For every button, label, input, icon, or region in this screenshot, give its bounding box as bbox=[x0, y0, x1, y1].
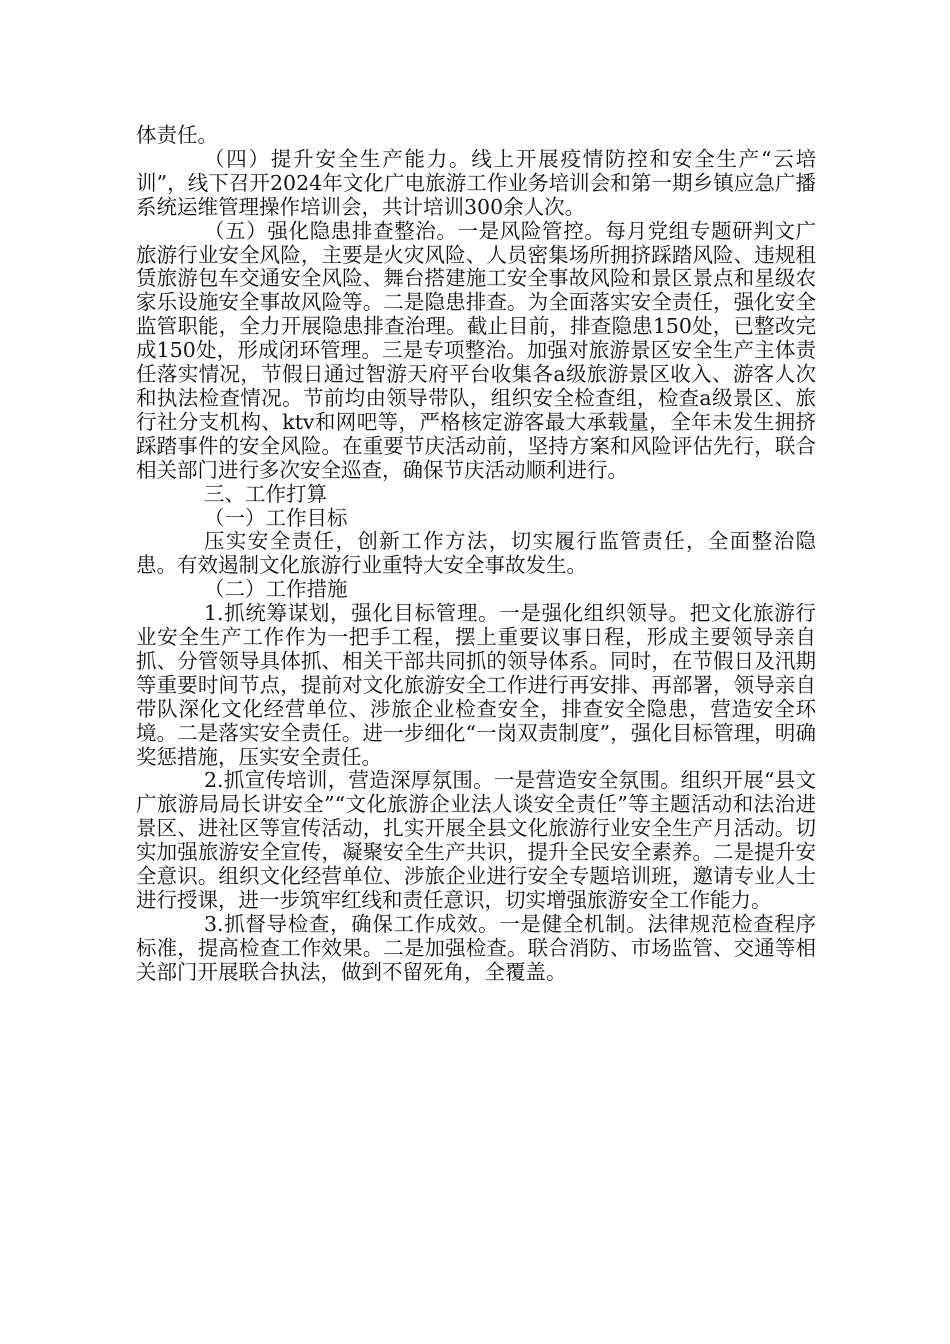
subheading-work-measures: （二）工作措施 bbox=[204, 577, 348, 602]
paragraph-measure-3: 3.抓督导检查，确保工作成效。一是健全机制。法律规范检查程序标准，提高检查工作效果。二是加强检查。联合消防、市场监管、交通等相关部门开展联合执法，做到不留死角，全覆盖。 bbox=[136, 911, 816, 984]
paragraph-measure-2: 2.抓宣传培训，营造深厚氛围。一是营造安全氛围。组织开展“县文广旅游局局长讲安全”“文化旅游企业法人谈安全责任”等主题活动和法治进景区、进社区等宣传活动，扎实开展全县文化旅游行业安全生产月活动。切实加强旅游安全宣传，凝聚安全生产共识，提升全民安全素养。二是提升安全意识。组织文化经营单位、涉旅企业进行安全专题培训班，邀请专业人士进行授课，进一步筑牢红线和责任意识，切实增强旅游安全工作能力。 bbox=[136, 768, 816, 912]
subheading-work-goal: （一）工作目标 bbox=[204, 505, 348, 530]
paragraph-measure-1: 1.抓统筹谋划，强化目标管理。一是强化组织领导。把文化旅游行业安全生产工作作为一把手工程，摆上重要议事日程，形成主要领导亲自抓、分管领导具体抓、相关干部共同抓的领导体系。同时，在节假日及汛期等重要时间节点，提前对文化旅游安全工作进行再安排、再部署，领导亲自带队深化文化经营单位、涉旅企业检查安全，排查安全隐患，营造安全环境。二是落实安全责任。进一步细化“一岗双责制度”，强化目标管理，明确奖惩措施，压实安全责任。 bbox=[136, 601, 816, 769]
paragraph-item-5: （五）强化隐患排查整治。一是风险管控。每月党组专题研判文广旅游行业安全风险，主要是火灾风险、人员密集场所拥挤踩踏风险、违规租赁旅游包车交通安全风险、舞台搭建施工安全事故风险和景区景点和星级农家乐设施安全事故风险等。二是隐患排查。为全面落实安全责任，强化安全监管职能，全力开展隐患排查治理。截止目前，排查隐患150处，已整改完成150处，形成闭环管理。三是专项整治。加强对旅游景区安全生产主体责任落实情况，节假日通过智游天府平台收集各a级旅游景区收入、游客人次和执法检查情况。节前均由领导带队，组织安全检查组，检查a级景区、旅行社分支机构、ktv和网吧等，严格核定游客最大承载量，全年未发生拥挤踩踏事件的安全风险。在重要节庆活动前，坚持方案和风险评估先行，联合相关部门进行多次安全巡查，确保节庆活动顺利进行。 bbox=[136, 218, 816, 482]
paragraph-continuation: 体责任。 bbox=[136, 123, 218, 147]
section-heading-work-plan: 三、工作打算 bbox=[204, 481, 327, 506]
document-page bbox=[136, 124, 816, 985]
paragraph-work-goal: 压实安全责任，创新工作方法，切实履行监管责任，全面整治隐患。有效遏制文化旅游行业重特大安全事故发生。 bbox=[136, 529, 816, 578]
paragraph-item-4: （四）提升安全生产能力。线上开展疫情防控和安全生产“云培训”，线下召开2024年文化广电旅游工作业务培训会和第一期乡镇应急广播系统运维管理操作培训会，共计培训300余人次。 bbox=[136, 146, 816, 219]
